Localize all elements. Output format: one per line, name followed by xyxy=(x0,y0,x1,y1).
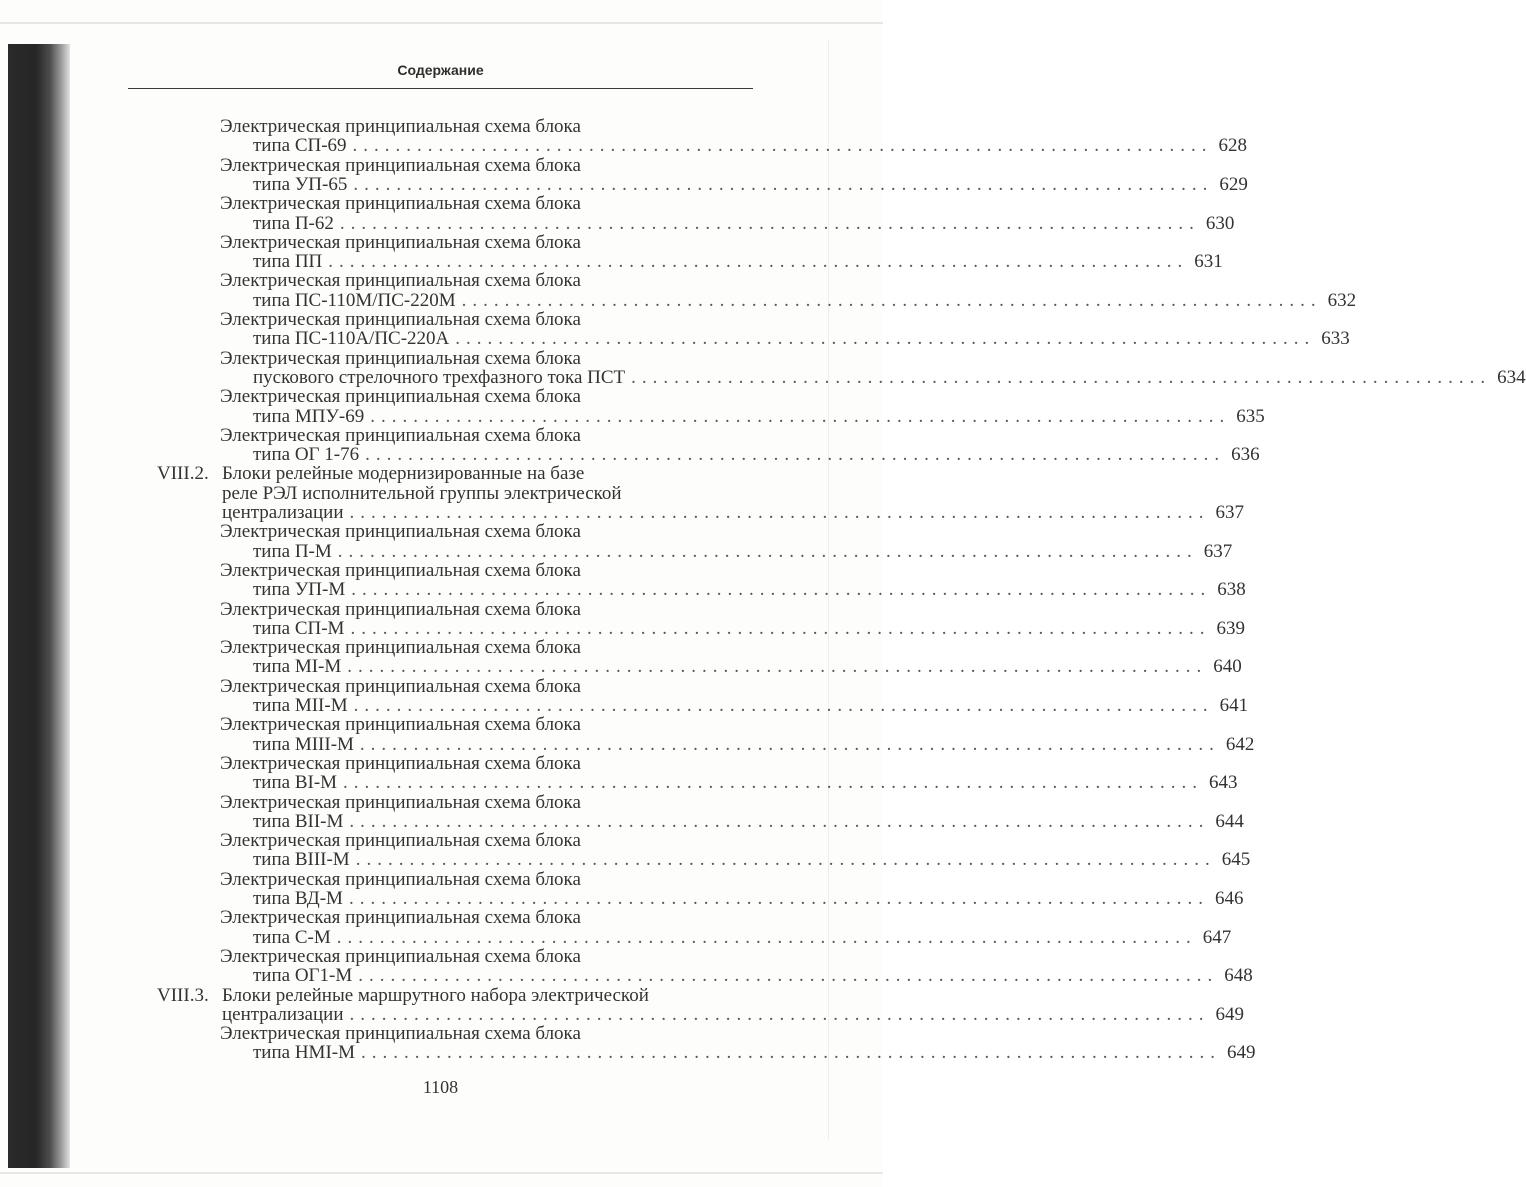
toc-entry-line-1: Электрическая принципиальная схема блока xyxy=(220,116,581,137)
toc-entry-line-1: Электрическая принципиальная схема блока xyxy=(220,752,581,774)
running-header: Содержание xyxy=(397,62,484,78)
toc-entry-line-1: Электрическая принципиальная схема блока xyxy=(220,791,581,813)
dot-leader: ................................................................................ xyxy=(352,135,1213,157)
entry-page-number: 630 xyxy=(1205,212,1235,234)
entry-title: типа УП-М xyxy=(253,579,346,601)
entry-title: типа МI-М xyxy=(253,656,342,678)
entry-title: типа ПС-110А/ПС-220А xyxy=(253,328,450,350)
entry-page-number: 648 xyxy=(1224,965,1253,987)
dot-leader: ................................................................................ xyxy=(339,212,1200,234)
entry-title: типа СП-69 xyxy=(253,135,347,157)
entry-title: типа ВIII-М xyxy=(253,849,350,871)
dot-leader: ................................................................................ xyxy=(631,366,1492,388)
dot-leader: ................................................................................ xyxy=(365,444,1226,466)
entry-page-number: 646 xyxy=(1214,888,1244,909)
entry-page-number: 635 xyxy=(1236,405,1265,427)
toc-entry-line-1: Электрическая принципиальная схема блока xyxy=(220,714,581,736)
entry-title: типа ОГ1-М xyxy=(253,965,353,987)
toc-entry-line-1: Электрическая принципиальная схема блока xyxy=(220,1023,581,1045)
book-binding-shadow xyxy=(8,44,70,1168)
toc-entry-line-2 xyxy=(253,1042,1256,1064)
toc-entry-line-1: Электрическая принципиальная схема блока xyxy=(220,868,581,890)
dot-leader: ................................................................................ xyxy=(336,926,1197,948)
entry-title: типа ПС-110М/ПС-220М xyxy=(253,289,456,311)
toc-entry-line-1: Электрическая принципиальная схема блока xyxy=(220,424,581,446)
entry-title: пускового стрелочного трехфазного тока ПСТ xyxy=(253,366,626,388)
entry-title: типа П-М xyxy=(253,540,332,562)
entry-title: типа ВII-М xyxy=(253,810,344,832)
toc-entry-line-1: Электрическая принципиальная схема блока xyxy=(220,193,581,215)
header-rule xyxy=(128,88,753,89)
page-number: 1108 xyxy=(422,1077,459,1097)
entry-title: типа МПУ-69 xyxy=(253,405,365,427)
entry-page-number: 639 xyxy=(1216,617,1245,639)
section-title-line: реле РЭЛ исполнительной группы электрической xyxy=(222,482,622,504)
entry-page-number: 637 xyxy=(1203,540,1233,562)
dot-leader: ................................................................................ xyxy=(350,617,1211,639)
entry-page-number: 642 xyxy=(1225,733,1255,755)
dot-leader: ................................................................................ xyxy=(370,405,1231,427)
dot-leader: ................................................................................ xyxy=(328,251,1189,273)
entry-title: централизации xyxy=(222,502,344,523)
entry-title: типа С-М xyxy=(253,926,331,948)
scan-bottom-edge xyxy=(0,1172,883,1174)
toc-entry-line-1: Электрическая принципиальная схема блока xyxy=(220,347,581,369)
entry-title: типа П-62 xyxy=(253,212,334,234)
entry-title: типа МIII-М xyxy=(253,733,354,755)
toc-entry-line-1: Электрическая принципиальная схема блока xyxy=(220,598,581,620)
section-title-line: Блоки релейные модернизированные на базе xyxy=(222,463,585,485)
toc-entry-line-1: Электрическая принципиальная схема блока xyxy=(220,231,581,253)
toc-entry-line-1: Электрическая принципиальная схема блока xyxy=(220,675,581,697)
entry-page-number: 632 xyxy=(1327,289,1357,311)
entry-page-number: 636 xyxy=(1231,444,1260,466)
entry-page-number: 634 xyxy=(1497,366,1526,388)
entry-title: типа МII-М xyxy=(253,695,348,716)
entry-page-number: 638 xyxy=(1217,579,1246,601)
entry-page-number: 641 xyxy=(1219,695,1249,716)
entry-title: типа ВI-М xyxy=(253,772,338,794)
entry-title: типа ПП xyxy=(253,251,323,273)
toc-entry-line-1: Электрическая принципиальная схема блока xyxy=(220,637,581,659)
entry-page-number: 637 xyxy=(1215,502,1244,523)
toc-entry-line-1: Электрическая принципиальная схема блока xyxy=(220,309,581,330)
dot-leader: ................................................................................ xyxy=(461,289,1322,311)
dot-leader: ................................................................................ xyxy=(349,502,1210,523)
entry-title: типа УП-65 xyxy=(253,173,348,195)
entry-page-number: 649 xyxy=(1227,1042,1256,1064)
entry-page-number: 645 xyxy=(1221,849,1251,871)
entry-page-number: 629 xyxy=(1219,173,1248,195)
entry-page-number: 640 xyxy=(1213,656,1242,678)
dot-leader: ................................................................................ xyxy=(353,173,1214,195)
entry-title: типа СП-М xyxy=(253,617,345,639)
toc-entry-line-1: Электрическая принципиальная схема блока xyxy=(220,907,581,929)
dot-leader: ................................................................................ xyxy=(455,328,1316,350)
entry-page-number: 643 xyxy=(1209,772,1238,794)
toc-entry-line-1: Электрическая принципиальная схема блока xyxy=(220,945,581,967)
dot-leader: ................................................................................ xyxy=(353,695,1214,716)
toc-entry-line-1: Электрическая принципиальная схема блока xyxy=(220,154,581,176)
toc-entry-line-1: Электрическая принципиальная схема блока xyxy=(220,830,581,852)
dot-leader: ................................................................................ xyxy=(355,849,1216,871)
toc-entry-line-1: Электрическая принципиальная схема блока xyxy=(220,559,581,581)
dot-leader: ................................................................................ xyxy=(343,772,1204,794)
entry-page-number: 633 xyxy=(1321,328,1350,350)
section-title-line: Блоки релейные маршрутного набора электрической xyxy=(222,984,649,1006)
toc-entry-line-1: Электрическая принципиальная схема блока xyxy=(220,386,581,408)
dot-leader: ................................................................................ xyxy=(349,1003,1210,1025)
dot-leader: ................................................................................ xyxy=(359,733,1220,755)
dot-leader: ................................................................................ xyxy=(349,810,1210,832)
entry-title: типа ВД-М xyxy=(253,888,343,909)
dot-leader: ................................................................................ xyxy=(337,540,1198,562)
scan-top-edge xyxy=(0,22,883,24)
dot-leader: ................................................................................ xyxy=(347,656,1208,678)
entry-page-number: 644 xyxy=(1215,810,1244,832)
entry-title: централизации xyxy=(222,1003,344,1025)
toc-entry-line-1: Электрическая принципиальная схема блока xyxy=(220,521,581,543)
entry-title: типа НМI-М xyxy=(253,1042,355,1064)
section-number: VIII.2. xyxy=(157,463,209,485)
dot-leader: ................................................................................ xyxy=(361,1042,1221,1064)
entry-page-number: 631 xyxy=(1194,251,1223,273)
dot-leader: ................................................................................ xyxy=(348,888,1209,909)
entry-page-number: 628 xyxy=(1218,135,1248,157)
dot-leader: ................................................................................ xyxy=(358,965,1219,987)
section-number: VIII.3. xyxy=(157,984,209,1006)
dot-leader: ................................................................................ xyxy=(351,579,1212,601)
toc-entry-line-1: Электрическая принципиальная схема блока xyxy=(220,270,581,292)
entry-title: типа ОГ 1-76 xyxy=(253,444,360,466)
entry-page-number: 647 xyxy=(1202,926,1232,948)
entry-page-number: 649 xyxy=(1215,1003,1244,1025)
